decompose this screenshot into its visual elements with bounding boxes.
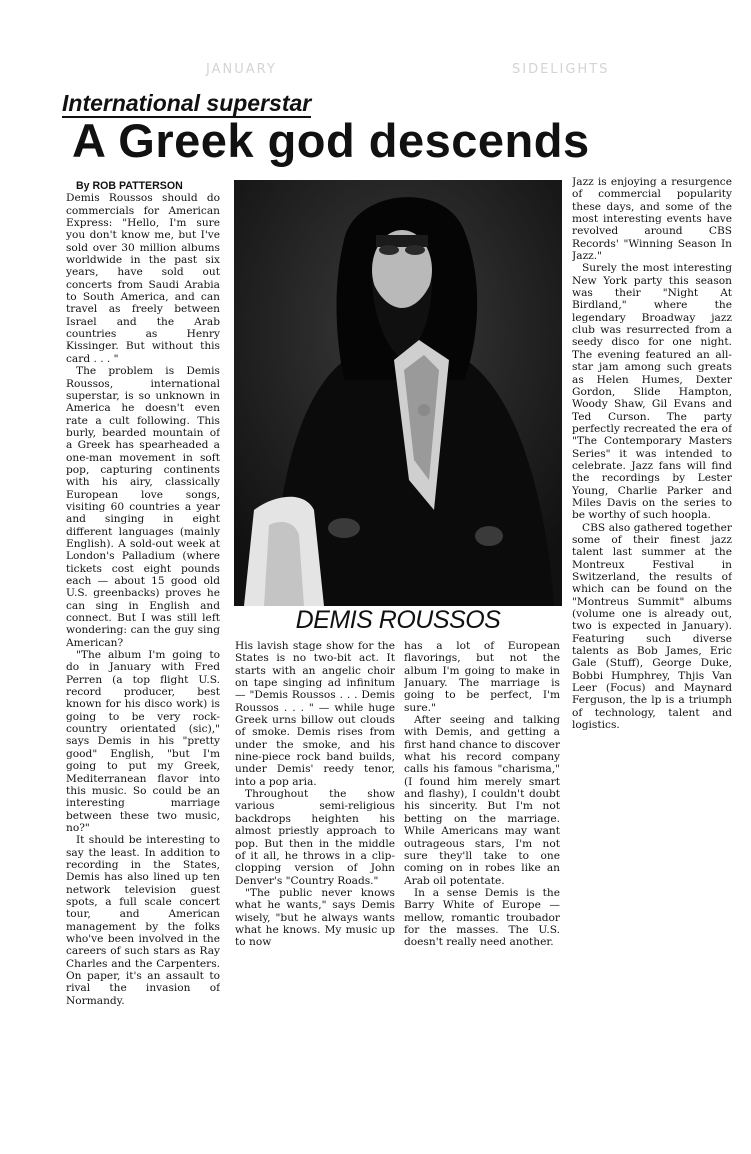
article-column-1 xyxy=(66,180,220,1138)
paragraph: It should be interesting to say the least. In addition to recording in the States, Demis has also lined up ten network television guest spots, a full scale concert tour, and American management by the folks who've been involved in the careers of such stars as Ray Charles and the Carpenters. On paper, it's an assault to rival the invasion of Normandy. xyxy=(66,834,220,1007)
paragraph: CBS also gathered together some of their finest jazz talent last summer at the Montreux Festival in Switzerland, the results of which can be found on the "Montreus Summit" albums (volume one is already out, two is expected in January). Featuring such diverse talents as Bob James, Eric Gale (Stuff), George Duke, Bobbi Humphrey, Thjis Van Leer (Focus) and Maynard Ferguson, the lp is a triumph of technology, talent and logistics. xyxy=(572,521,732,732)
portrait-illustration xyxy=(234,180,562,606)
article-byline: By ROB PATTERSON xyxy=(76,180,183,192)
article-headline: A Greek god descends xyxy=(72,114,590,167)
paragraph: Throughout the show various semi-religious backdrops heighten his almost priestly approach to pop. But then in the middle of it all, he throws in a clip-clopping version of John Denver's "Country Roads." xyxy=(235,788,395,887)
portrait-photo xyxy=(234,180,562,606)
article-kicker: International superstar xyxy=(62,90,312,116)
paragraph: After seeing and talking with Demis, and getting a first hand chance to discover what his record company calls his famous "charisma," (I found him merely smart and flashy), I couldn't doubt his sincerity. But I'm not betting on the marriage. While Americans may want outrageous stars, I'm not sure they'll take to one coming on in robes like an Arab oil potentate. xyxy=(404,714,560,887)
paragraph: Jazz is enjoying a resurgence of commercial popularity these days, and some of the most interesting events have revolved around CBS Records' "Winning Season In Jazz." xyxy=(572,176,732,263)
article-column-4 xyxy=(572,176,732,896)
paragraph: Demis Roussos should do commercials for American Express: "Hello, I'm sure you don't know me, but I've sold over 30 million albums worldwide in the past six years, have sold out concerts from Saudi Arabia to South America, and can travel as freely between Israel and the Arab countries as Henry Kissinger. But without this card . . . " xyxy=(66,192,220,365)
paragraph: Surely the most interesting New York party this season was their "Night At Birdland," where the legendary Broadway jazz club was resurrected from a seedy disco for one night. The evening featured an all-star jam among such greats as Helen Humes, Dexter Gordon, Slide Hampton, Woody Shaw, Gil Evans and Ted Curson. The party perfectly recreated the era of "The Contemporary Masters Series" it was intended to celebrate. Jazz fans will find the recordings by Lester Young, Charlie Parker and Miles Davis on the series to be worthy of such hoopla. xyxy=(572,262,732,522)
paragraph: has a lot of European flavorings, but not the album I'm going to make in January. The marriage is going to be perfect, I'm sure." xyxy=(404,640,560,714)
bleed-through-text-2: JANUARY xyxy=(206,62,277,77)
paragraph: The problem is Demis Roussos, international superstar, is so unknown in America he doesn't even rate a cult following. This burly, bearded mountain of a Greek has spearheaded a one-man movement in soft pop, capturing continents with his airy, classically European love songs, visiting 60 countries a year and singing in eight different languages (mainly English). A sold-out week at London's Palladium (where tickets cost eight pounds each — about 15 good old U.S. greenbacks) proves he can sing in English and connect. But I was still left wondering: can the guy sing American? xyxy=(66,365,220,649)
paragraph: "The public never knows what he wants," says Demis wisely, "but he always wants what he knows. My music up to now xyxy=(235,886,395,949)
article-column-2 xyxy=(235,640,395,1060)
bleed-through-text-1: SIDELIGHTS xyxy=(512,62,610,77)
paragraph: "The album I'm going to do in January with Fred Perren (a top flight U.S. record producer, best known for his disco work) is going to be very rock-country orientated (sic)," says Demis in his "pretty good" English, "but I'm going to put my Greek, Mediterranean flavor into this music. So could be an interesting marriage between these two music, no?" xyxy=(66,649,220,834)
paragraph: In a sense Demis is the Barry White of Europe — mellow, romantic troubador for the masses. The U.S. doesn't really need another. xyxy=(404,886,560,949)
article-column-3 xyxy=(404,640,560,1020)
photo-caption: DEMIS ROUSSOS xyxy=(295,606,501,634)
paragraph: His lavish stage show for the States is no two-bit act. It starts with an angelic choir on tape singing ad infinitum — "Demis Roussos . . . Demis Roussos . . . " — while huge Greek urns billow out clouds of smoke. Demis rises from under the smoke, and his nine-piece rock band builds, under Demis' reedy tenor, into a pop aria. xyxy=(235,640,395,788)
